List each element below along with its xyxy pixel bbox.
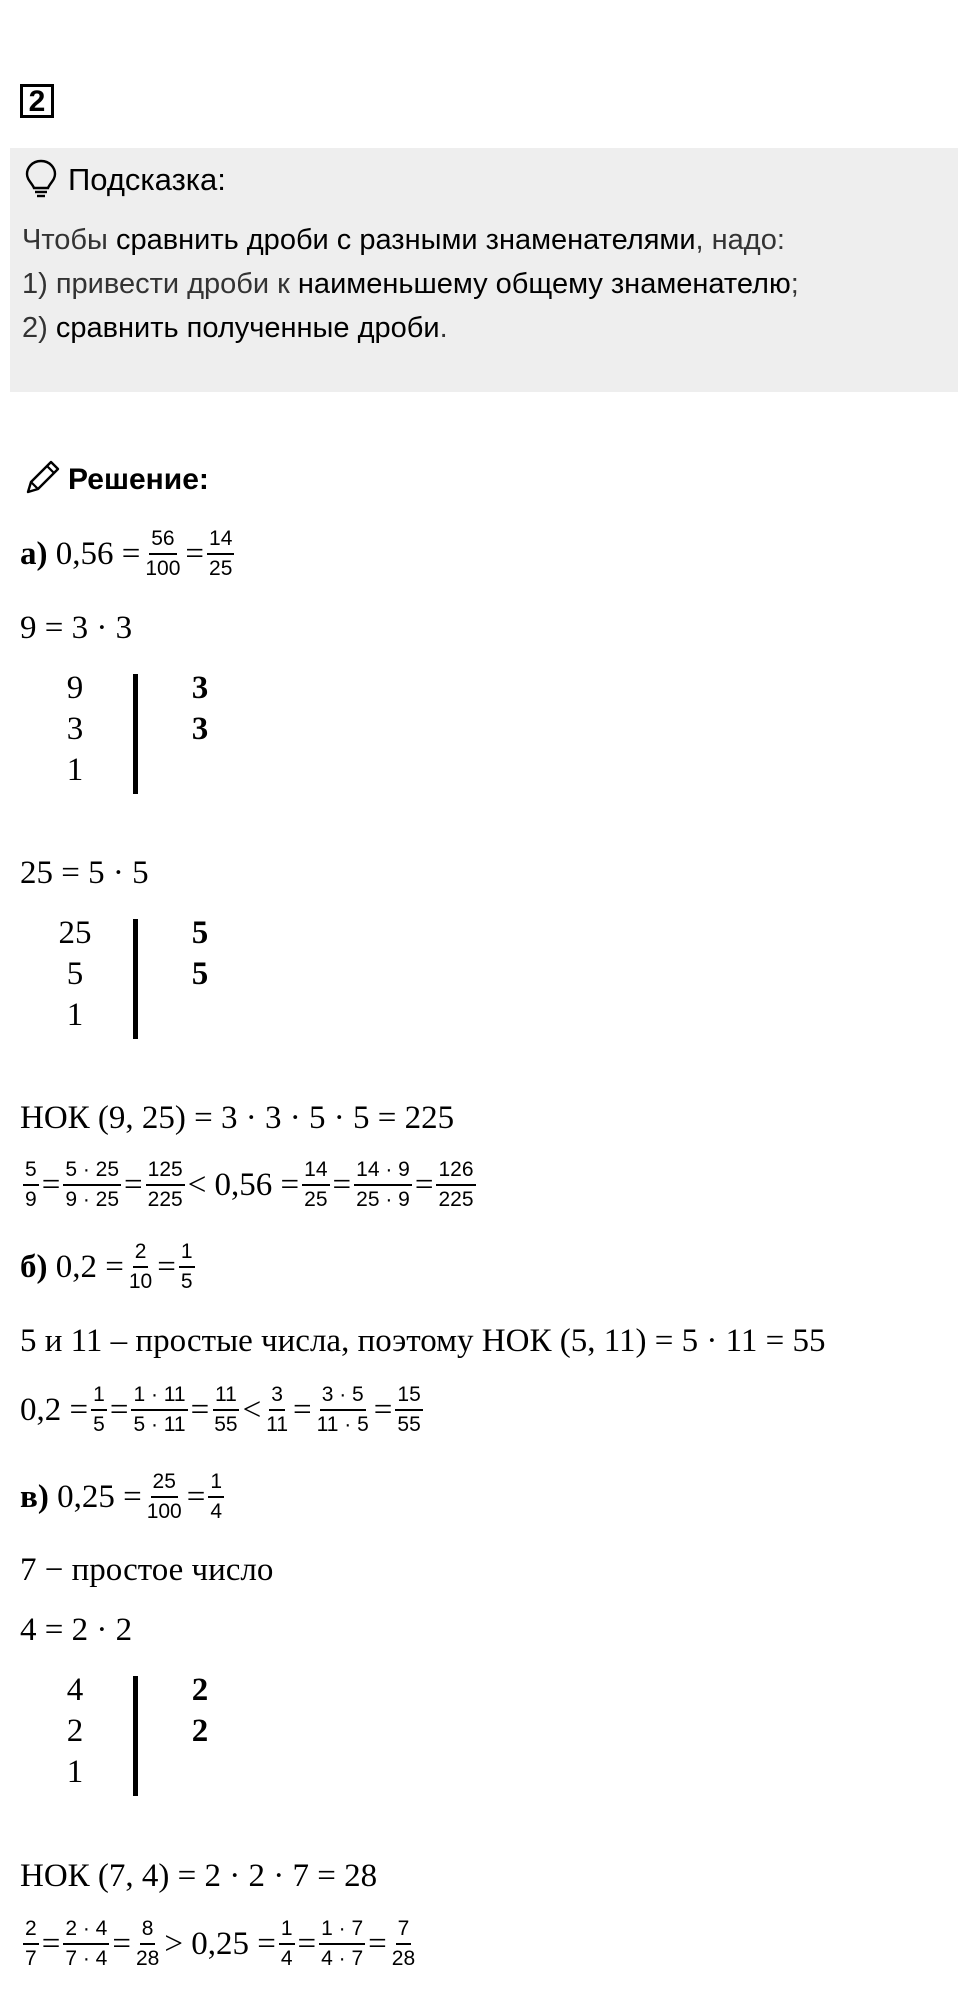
divisor: 5: [191, 915, 209, 951]
denominator: 55: [397, 1413, 421, 1436]
dividend: 4: [66, 1672, 84, 1708]
divisor: 3: [191, 670, 209, 706]
operator: =: [373, 1391, 393, 1428]
divisor: 3: [191, 711, 209, 747]
part-v-prime: 7 − простое число: [20, 1552, 274, 1588]
numerator: 14: [302, 1158, 329, 1186]
fraction: [143, 527, 182, 581]
operator: =: [190, 1391, 210, 1428]
factorization-4: [40, 1672, 240, 1802]
operator: =: [414, 1166, 434, 1203]
denominator: 25: [304, 1188, 328, 1211]
fraction: [354, 1158, 412, 1212]
denominator: 7: [25, 1947, 37, 1970]
hint-text: 2): [22, 312, 56, 344]
part-a-twentyfive: 25 = 5 · 5: [20, 855, 149, 891]
dividend: 1: [66, 752, 84, 788]
denominator: 9: [25, 1188, 37, 1211]
hint-text: .: [439, 312, 448, 344]
denominator: 11 · 5: [316, 1413, 369, 1436]
hint-text: ;: [790, 268, 799, 300]
divider-bar: [133, 674, 138, 794]
numerator: 1: [91, 1383, 107, 1411]
hint-emphasis: сравнить полученные дроби: [55, 312, 440, 344]
divider-bar: [133, 919, 138, 1039]
fraction: [127, 1240, 154, 1294]
hint-line-3: [22, 306, 799, 350]
denominator: 5: [93, 1413, 105, 1436]
part-label: б): [20, 1248, 48, 1285]
part-a-nine: 9 = 3 · 3: [20, 610, 133, 646]
lightbulb-icon: [24, 158, 58, 203]
numerator: 14: [207, 527, 234, 555]
operator: =: [41, 1166, 61, 1203]
fraction: [279, 1917, 295, 1971]
part-label: в): [20, 1478, 49, 1515]
fraction: [179, 1240, 195, 1294]
fraction: [23, 1158, 39, 1212]
denominator: 9 · 25: [65, 1188, 120, 1211]
denominator: 28: [391, 1947, 416, 1970]
numerator: 2: [133, 1240, 149, 1268]
fraction: [208, 1470, 224, 1524]
part-v-compare: [20, 1917, 420, 1971]
numerator: 126: [436, 1158, 475, 1186]
fraction: [319, 1917, 365, 1971]
denominator: 225: [147, 1188, 183, 1211]
hint-line-2: [22, 262, 799, 306]
pencil-icon: [22, 458, 62, 503]
part-a-compare: [20, 1158, 479, 1212]
dividend: 3: [66, 711, 84, 747]
denominator: 225: [438, 1188, 474, 1211]
denominator: 25 · 9: [356, 1188, 410, 1211]
dividend: 9: [66, 670, 84, 706]
numerator: 2: [23, 1917, 39, 1945]
numerator: 1: [208, 1470, 224, 1498]
dividend: 25: [58, 915, 92, 951]
denominator: 4 · 7: [321, 1947, 364, 1970]
operator: =: [157, 1248, 176, 1285]
divisor: 5: [191, 956, 209, 992]
fraction: [145, 1470, 184, 1524]
fraction: [146, 1158, 185, 1212]
part-v-lcm: НОК (7, 4) = 2 · 2 · 7 = 28: [20, 1858, 378, 1894]
denominator: 7 · 4: [65, 1947, 108, 1970]
fraction: [134, 1917, 161, 1971]
factorization-9: [40, 670, 240, 800]
denominator: 55: [214, 1413, 238, 1436]
factorization-25: [40, 915, 240, 1045]
hint-emphasis: наименьшему общему знаменателю: [297, 268, 791, 300]
operator: =: [368, 1925, 387, 1962]
part-v-four: 4 = 2 · 2: [20, 1612, 133, 1648]
hint-text: 1) привести дроби к: [22, 268, 298, 300]
dividend: 1: [66, 997, 84, 1033]
divisor: 2: [191, 1672, 209, 1708]
numerator: 5: [23, 1158, 39, 1186]
hint-line-1: [22, 218, 799, 262]
numerator: 25: [151, 1470, 178, 1498]
numerator: 3: [269, 1383, 285, 1411]
operator: =: [41, 1925, 61, 1962]
part-b-eq1: [20, 1240, 198, 1294]
denominator: 100: [145, 557, 181, 580]
numerator: 1 · 11: [131, 1383, 187, 1411]
denominator: 28: [135, 1947, 160, 1970]
dividend: 2: [66, 1713, 84, 1749]
numerator: 1: [179, 1240, 195, 1268]
denominator: 5: [180, 1270, 193, 1293]
denominator: 10: [128, 1270, 153, 1293]
numerator: 5 · 25: [63, 1158, 121, 1186]
fraction: [390, 1917, 417, 1971]
expr-text: 0,56 =: [55, 535, 141, 572]
hint-body: [22, 218, 799, 350]
divider-bar: [133, 1676, 138, 1796]
numerator: 3 · 5: [320, 1383, 366, 1411]
denominator: 25: [209, 557, 233, 580]
expr-text: 0,25 =: [57, 1478, 142, 1515]
fraction: [63, 1917, 109, 1971]
numerator: 15: [395, 1383, 422, 1411]
dividend: 5: [66, 956, 84, 992]
numerator: 125: [146, 1158, 185, 1186]
operator: <: [242, 1391, 262, 1428]
numerator: 56: [149, 527, 176, 555]
hint-text: Чтобы: [22, 224, 116, 256]
fraction: [131, 1383, 187, 1437]
dividend: 1: [66, 1754, 84, 1790]
fraction: [207, 527, 234, 581]
numerator: 1: [279, 1917, 295, 1945]
denominator: 4: [280, 1947, 293, 1970]
part-v-eq1: [20, 1470, 227, 1524]
numerator: 7: [396, 1917, 412, 1945]
hint-header: [24, 158, 226, 202]
operator: > 0,25 =: [164, 1925, 276, 1962]
fraction: [63, 1158, 121, 1212]
hint-emphasis: сравнить дроби с разными знаменателями: [115, 224, 696, 256]
denominator: 4: [210, 1500, 223, 1523]
fraction: [395, 1383, 422, 1437]
numerator: 8: [140, 1917, 156, 1945]
fraction: [212, 1383, 239, 1437]
operator: =: [185, 535, 205, 572]
operator: =: [293, 1391, 312, 1428]
hint-text: , надо:: [695, 224, 785, 256]
expr-text: 0,2 =: [55, 1248, 124, 1285]
fraction: [264, 1383, 290, 1437]
solution-title: Решение:: [68, 463, 209, 496]
expr-text: 0,2 =: [20, 1391, 89, 1428]
fraction: [436, 1158, 475, 1212]
operator: =: [297, 1925, 317, 1962]
part-label: а): [20, 535, 48, 572]
task-number: 2: [20, 84, 54, 118]
numerator: 14 · 9: [354, 1158, 412, 1186]
divisor: 2: [191, 1713, 209, 1749]
operator: =: [332, 1166, 352, 1203]
hint-title: Подсказка:: [68, 162, 226, 197]
denominator: 11: [266, 1413, 289, 1436]
numerator: 2 · 4: [63, 1917, 109, 1945]
part-b-primes: 5 и 11 – простые числа, поэтому НОК (5, 11) = 5 · 11 = 55: [20, 1323, 826, 1359]
denominator: 100: [146, 1500, 182, 1523]
operator: =: [109, 1391, 129, 1428]
part-b-compare: [20, 1383, 426, 1437]
numerator: 11: [213, 1383, 239, 1411]
operator: < 0,56 =: [187, 1166, 300, 1203]
operator: =: [186, 1478, 206, 1515]
part-a-eq1: [20, 527, 237, 581]
part-a-lcm: НОК (9, 25) = 3 · 3 · 5 · 5 = 225: [20, 1100, 455, 1136]
fraction: [315, 1383, 371, 1437]
operator: =: [124, 1166, 143, 1203]
fraction: [23, 1917, 39, 1971]
solution-header: [22, 458, 209, 502]
numerator: 1 · 7: [319, 1917, 365, 1945]
fraction: [91, 1383, 107, 1437]
fraction: [302, 1158, 329, 1212]
denominator: 5 · 11: [133, 1413, 186, 1436]
operator: =: [112, 1925, 131, 1962]
hint-box: [10, 148, 958, 392]
